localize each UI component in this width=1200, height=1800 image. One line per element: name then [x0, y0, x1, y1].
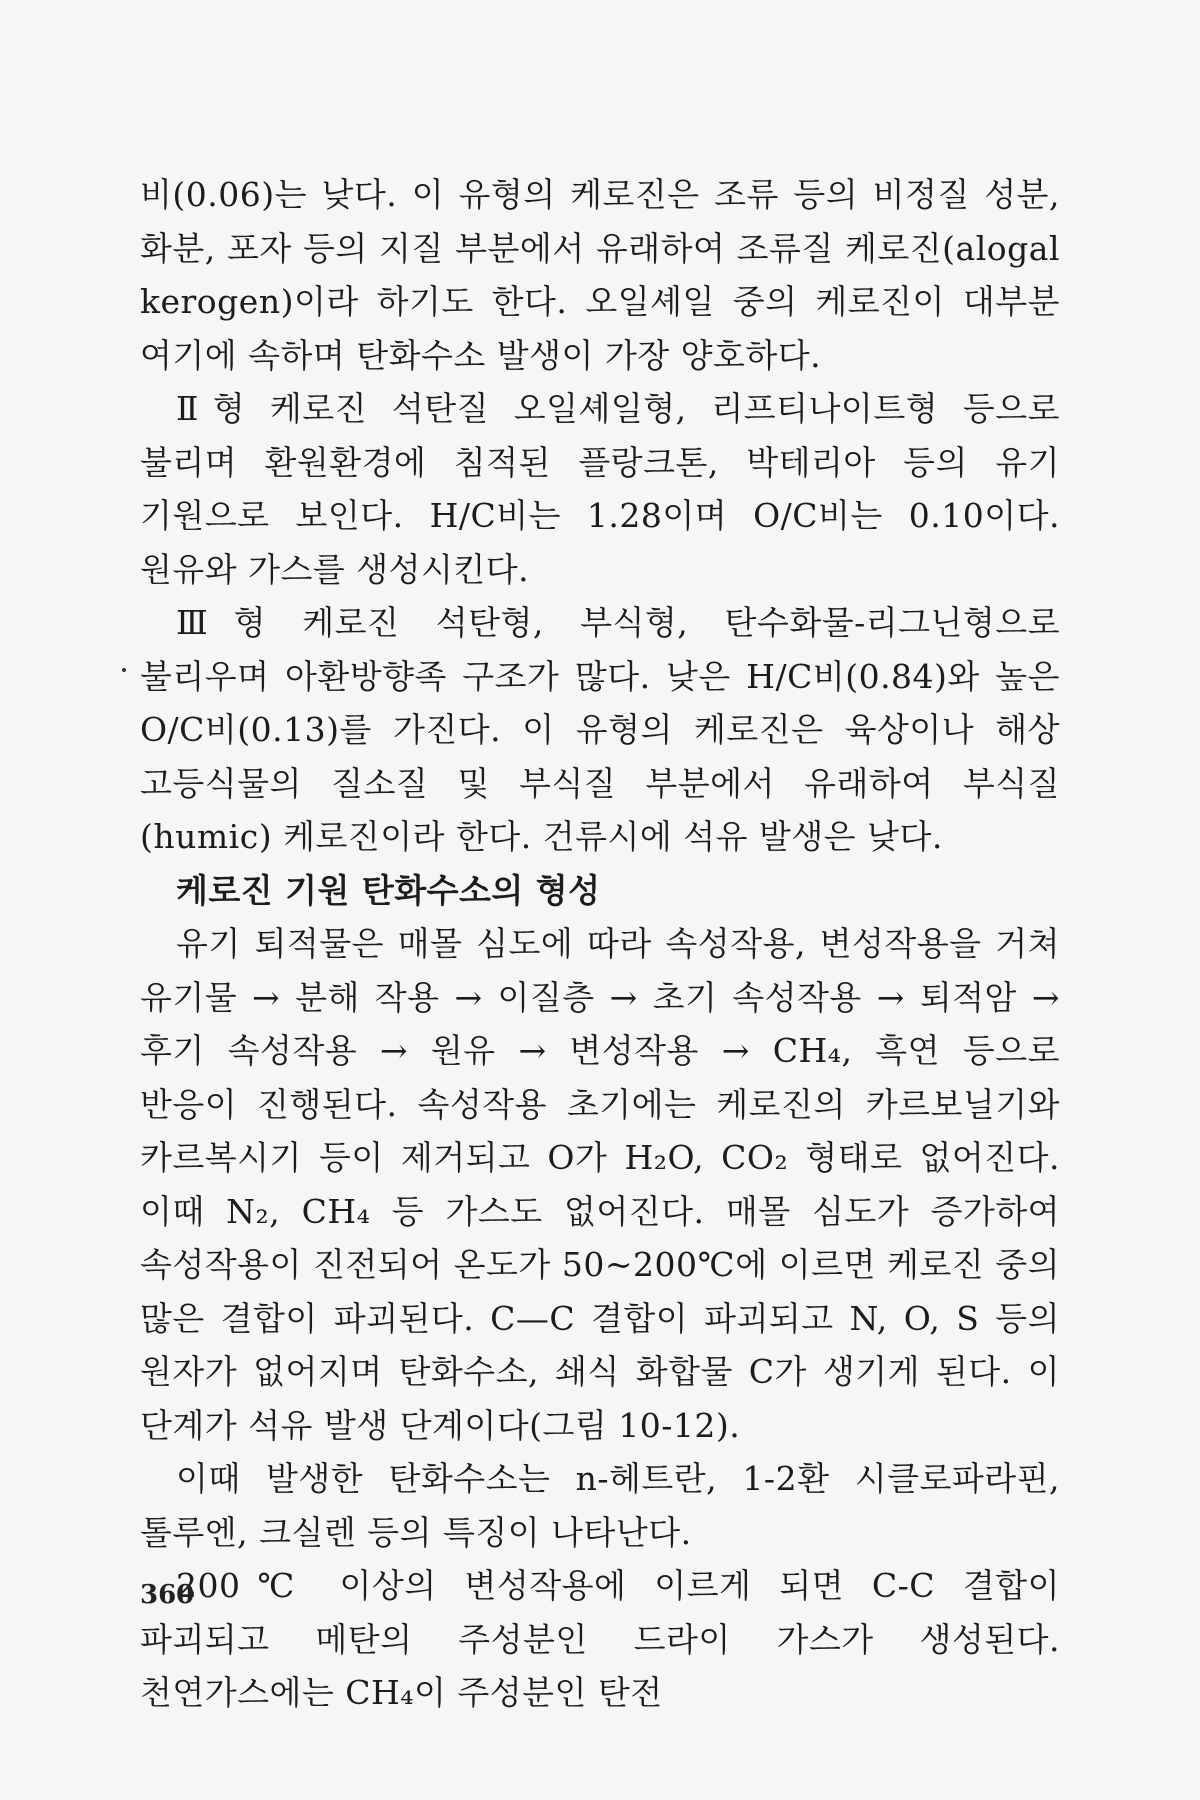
section-heading: 케로진 기원 탄화수소의 형성: [176, 870, 601, 910]
stray-dot-mark: [122, 668, 126, 672]
paragraph-type-iii-kerogen: Ⅲ형 케로진 석탄형, 부식형, 탄수화물-리그닌형으로 불리우며 아환방향족 구조가 많다. 낮은 H/C비(0.84)와 높은 O/C비(0.13)를 가진다. 이 유형의 케로진은 육상이나 해상 고등식물의 질소질 및 부식질 부분에서 유래하여 부식질(humic) 케로진이라 한다. 건류시에 석유 발생은 낮다.: [140, 603, 1060, 856]
page-body: [140, 168, 1060, 1720]
paragraph-type-ii-kerogen: Ⅱ형 케로진 석탄질 오일셰일형, 리프티나이트형 등으로 불리며 환원환경에 침적된 플랑크톤, 박테리아 등의 유기 기원으로 보인다. H/C비는 1.28이며 O/C비는 0.10이다. 원유와 가스를 생성시킨다.: [140, 389, 1060, 589]
paragraph-burial-diagenesis: 유기 퇴적물은 매몰 심도에 따라 속성작용, 변성작용을 거쳐 유기물 → 분해 작용 → 이질층 → 초기 속성작용 → 퇴적암 → 후기 속성작용 → 원유 → 변성작용 → CH₄, 흑연 등으로 반응이 진행된다. 속성작용 초기에는 케로진의 카르보닐기와 카르복시기 등이 제거되고 O가 H₂O, CO₂ 형태로 없어진다. 이때 N₂, CH₄ 등 가스도 없어진다. 매몰 심도가 증가하여 속성작용이 진전되어 온도가 50~200℃에 이르면 케로진 중의 많은 결합이 파괴된다. C—C 결합이 파괴되고 N, O, S 등의 원자가 없어지며 탄화수소, 쇄식 화합물 C가 생기게 된다. 이 단계가 석유 발생 단계이다(그림 10-12).: [140, 924, 1060, 1445]
paragraph-type-i-continued: 비(0.06)는 낮다. 이 유형의 케로진은 조류 등의 비정질 성분, 화분, 포자 등의 지질 부분에서 유래하여 조류질 케로진(alogal kerogen)이라 하기도 한다. 오일셰일 중의 케로진이 대부분 여기에 속하며 탄화수소 발생이 가장 양호하다.: [140, 175, 1060, 375]
page-number: 360: [140, 1580, 195, 1610]
paragraph-hydrocarbons-generated: 이때 발생한 탄화수소는 n-헤트란, 1-2환 시클로파라핀, 톨루엔, 크실렌 등의 특징이 나타난다.: [140, 1459, 1060, 1552]
paragraph-metamorphism-dry-gas: 200℃ 이상의 변성작용에 이르게 되면 C-C 결합이 파괴되고 메탄의 주성분인 드라이 가스가 생성된다. 천연가스에는 CH₄이 주성분인 탄전: [140, 1566, 1060, 1712]
